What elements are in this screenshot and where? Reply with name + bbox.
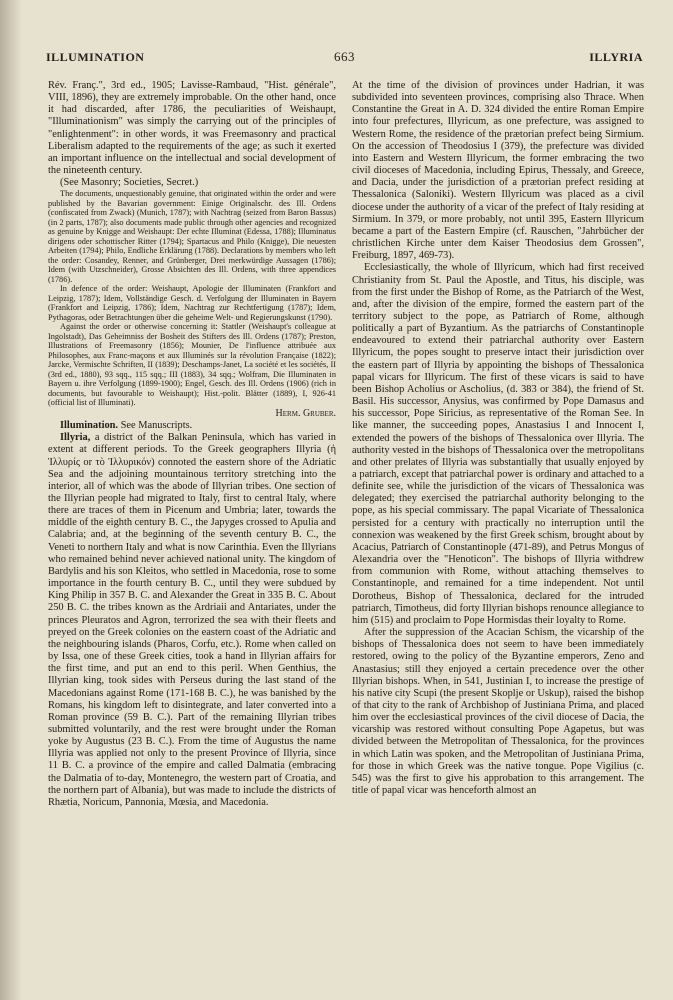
left-column xyxy=(48,80,336,809)
entry-headword: Illyria, xyxy=(60,432,91,444)
entry-headword: Illumination. xyxy=(60,420,119,432)
page-number: 663 xyxy=(334,49,355,64)
running-header xyxy=(46,50,643,68)
see-also: (See Masonry; Societies, Secret.) xyxy=(60,177,199,189)
header-left-title: ILLUMINATION xyxy=(46,50,145,64)
entry-illyria xyxy=(48,432,336,809)
bibliography-against: Against the order or otherwise concerning it: Stattler (Weishaupt's colleague at Ingolstadt), Das Geheimniss der Bosheit des Stifters des Ill. Ordens (1787); Preston, Illustrations of Freemasonry (1856); Mounier, De l'influence attribuée aux Philosophes, aux Franc-maçons et aux Illuminés sur la révolution Française (1822); Jarcke, Vermischte Schriften, II (1839); Deschamps-Janet, La société et les sociétés, II (3rd ed., 1880), 93 sqq., 115 sqq.; III (1883), 34 sqq.; Wolfram, Die Illuminaten in Bayern u. ihre Verfolgung (1899-1900); Engel, Gesch. des Ill. Ordens (1906) (rich in documents, but favourable to Weishaupt); Hist.-polit. Blätter (1889), I, 926-41 (official list of Illuminati). xyxy=(48,322,336,408)
entry-text: a district of the Balkan Peninsula, which has varied in extent at different periods. To the Greek geographers Illyria (ἡ Ἰλλυρίς or τὸ Ἰλλυρικόν) connoted the eastern shore of the Adriatic Sea and the adjoining mountainous territory stretching into the interior, all of which was the abode of Illyrian tribes. One section of the Illyrian people had migrated to Italy, first to central Italy, where there are traces of them in Picenum and Umbria; later, towards the middle of the eighth century B. C., the Japyges crossed to Apulia and Calabria; and, at the beginning of the seventh century B. C., the Veneti to northern Italy and what is now Carinthia. Even the Illyrians who remained behind never achieved national unity. The kingdom of Bardylis and his son Kleitos, who settled in Macedonia, rose to some importance in the fourth century B. C., until they were subdued by King Philip in 357 B. C. and Alexander the Great in 335 B. C. About 250 B. C. the tribes known as the Ardriaii and Antariates, under the princes Pleuratos and Agron, terrorized the sea with their fleets and preyed on the Greek colonies on the eastern coast of the Adriatic and the neighbouring islands (Pharos, Corfu, etc.). Rome when called on by Issa, one of these Greek cities, took a hand in Illyrian affairs for the first time, and put an end to this peril. When Genthius, the Illyrian king, took sides with Perseus during the last stand of the Macedonians against Rome (171-168 B. C.), he was banished by the Romans, his kingdom left to disintegrate, and later converted into a Roman province (59 B. C.). Part of the remaining Illyrian tribes submitted voluntarily, and the rest were brought under the Roman yoke by Augustus (23 B. C.). From the time of Augustus the name Illyria was applied not only to the present Province of Illyria, since 11 B. C. a province of the empire and called Dalmatia (embracing the Dalmatia of to-day, Montenegro, the western part of Croatia, and the northern part of Albania), but was made to include the districts of Rhætia, Noricum, Pannonia, Mœsia, and Macedonia. xyxy=(48,432,336,808)
bibliography-defence: In defence of the order: Weishaupt, Apologie der Illuminaten (Frankfort and Leipzig, 1787); Idem, Vollständige Gesch. d. Verfolgung der Illuminaten in Bayern (Frankfort and Leipzig, 1786); Idem, Nachtrag zur Rechtfertigung (1787); Idem, Pythagoras, oder Betrachtungen über die geheime Welt- und Regierungskunst (1790). xyxy=(48,284,336,322)
entry-illumination-xref xyxy=(48,420,336,432)
author-signature: Herm. Gruber. xyxy=(275,407,336,419)
page-edge-shadow xyxy=(0,0,22,1000)
paragraph: After the suppression of the Acacian Schism, the vicarship of the bishops of Thessalonica does not seem to have been immediately restored, owing to the policy of the Byzantine emperors, Zeno and Anastasius; still they enjoyed a certain precedence over the other Illyrian bishops. When, in 541, Justinian I, to increase the prestige of his native city Scupi (the present Skoplje or Uskup), raised the bishop of that city to the rank of Archbishop of Justiniana Prima, and placed him over the ecclesiastical provinces of the civil diocese of Dacia, the vicarship was restored without consulting Pope Agapetus, but was divided between the Metropolitan of Thessalonica, for the provinces in which Latin was spoken, and the Metropolitan of Justiniana Prima, for those in which Greek was the native tongue. Pope Vigilius (c. 545) was the first to give his approbation to this arrangement. The title of papal vicar was henceforth almost an xyxy=(352,627,644,797)
paragraph: At the time of the division of provinces under Hadrian, it was subdivided into seventeen provinces, comprising also Thrace. When Constantine the Great in A. D. 324 divided the entire Roman Empire into four prefectures, Illyricum, as one prefecture, was assigned to Western Rome, the residence of the prætorian prefect being Sirmium. On the accession of Theodosius I (379), the prefecture was divided into Eastern and Western Illyricum, the former embracing the two civil dioceses of Macedonia, including Epirus, Thessaly, and Greece, and Dacia, under the jurisdiction of a prætorian prefect residing at Thessalonica (Saloniki). Western Illyricum was placed as a civil diocese under the authority of a vicar of the prefect of Italy residing at Sirmium. In 379, or more probably, not until 395, Eastern Illyricum became a part of the Eastern Empire (cf. Rauschen, "Jahrbücher der christlichen Kirche unter dem Kaiser Theodosius dem Grossen", Freiburg, 1897, 469-73). xyxy=(352,80,644,262)
paragraph: Rév. Franç.", 3rd ed., 1905; Lavisse-Rambaud, "Hist. générale", VIII, 1896), they are extremely improbable. On the other hand, once it had discarded, after 1786, the peculiarities of Weishaupt, "Illuminationism" was simply the carrying out of the principles of "enlightenment": in other words, it was Freemasonry and practical Liberalism adapted to the requirements of the age; as such it exerted an important influence on the intellectual and social development of the nineteenth century. xyxy=(48,80,336,177)
bibliography-documents: The documents, unquestionably genuine, that originated within the order and were published by the Bavarian government: Einige Originalschr. des Ill. Ordens (confiscated from Zwack) (Munich, 1787); with Nachtrag (seized from Baron Bassus) (in 2 parts, 1787); also documents made public through other agencies and recognized as genuine by Knigge and Weishaupt: Der echte Illuminat (Edessa, 1788); Illuminatus dirigens oder schottischer Ritter (1794); Spartacus and Philo (Knigge), Die neuesten Arbeiten (1794); Philo, Endliche Erklärung (1788). Declarations by members who left the order: Cosandey, Renner, and Grünberger, Drei merkwürdige Aussagen (1786); Idem (with Utzschneider), Grosse Absichten des Ill. Ordens, with three appendices (1786). xyxy=(48,189,336,284)
cross-reference: See Manuscripts. xyxy=(120,420,193,432)
right-column xyxy=(352,80,644,797)
paragraph: Ecclesiastically, the whole of Illyricum, which had first received Christianity from St. Paul the Apostle, and Titus, his disciple, was from the first under the Bishop of Rome, as the Patriarch of the West, and, after the division of the empire, formed the eastern part of the territory subject to the pope, as Patriarch of Rome, although politically a part of Byzantium. As the patriarchs of Constantinople endeavoured to extend their patriarchal authority over Eastern Illyricum, the popes sought to preserve intact their jurisdiction over the eastern part of Illyria by appointing the bishops of Thessalonica papal vicars for Illyricum. The first of these vicars is said to have been Bishop Acholius or Ascholius, (d. 383 or 384), the friend of St. Basil. His successor, Anysius, was confirmed by Pope Damasus and his successor, Pope Siricius, as representative of the Roman See. In like manner, the succeeding popes, Anastasius I and Innocent I, extended the powers of the bishops of Thessalonica over Illyria. The authority vested in the bishops of Thessalonica over the metropolitans and other prelates of Illyria was substantially that usually enjoyed by a patriarch, except that patriarchal power is ordinary and attached to a definite see, while the jurisdiction of the vicars of Thessalonica was delegated; they exercised the patriarchal authority belonging to the pope, as his special commissary. The papal Vicariate of Thessalonica persisted for a century with practically no interruption until the connexion was weakened by the first Greek schism, brought about by Acacius, Patriarch of Constantinople (471-89), and Petrus Mongus of Alexandria over the "Henoticon". The bishops of Illyria withdrew from communion with Rome, without attaching themselves to Constantinople, and remained for a time independent. Not until Dorotheus, Bishop of Thessalonica, declared for the intruded patriarch, Timotheus, did forty Illyrian bishops renounce allegiance to him (515) and proclaim to Pope Hormisdas their loyalty to Rome. xyxy=(352,262,644,626)
header-right-title: ILLYRIA xyxy=(589,50,643,64)
